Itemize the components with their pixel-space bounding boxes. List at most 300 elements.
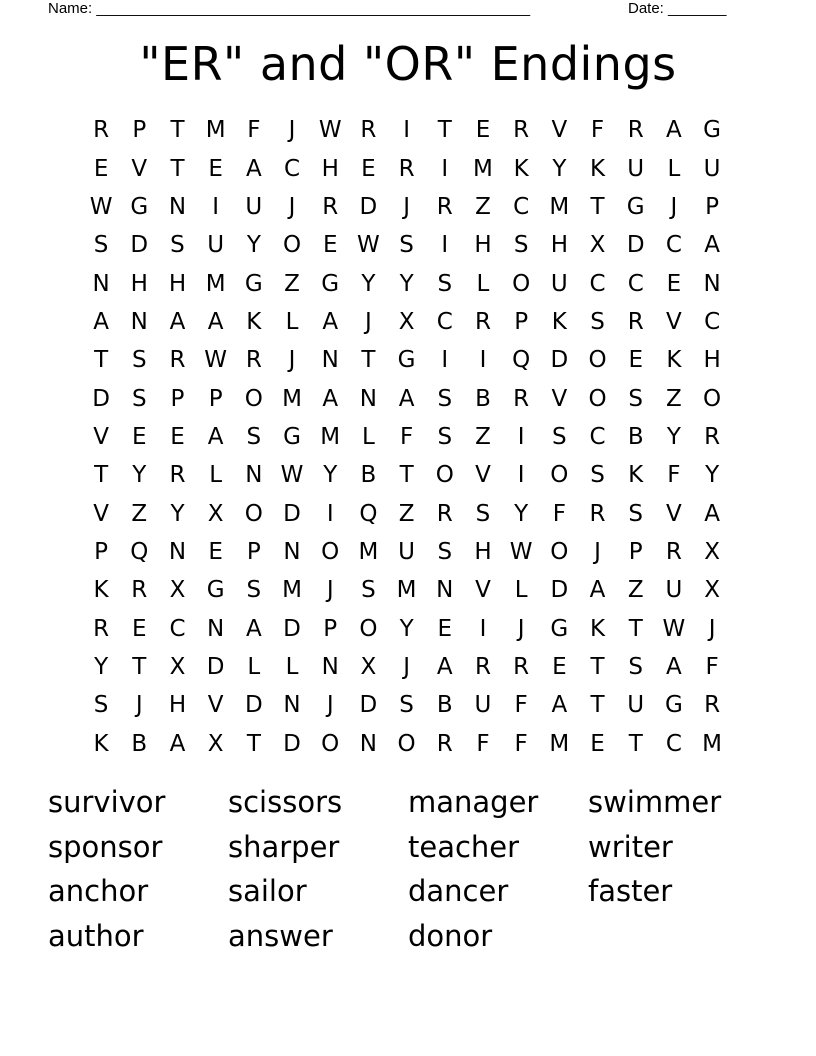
grid-cell: S — [361, 577, 376, 604]
grid-row — [82, 648, 732, 686]
grid-cell: I — [326, 500, 334, 527]
grid-cell: J — [517, 615, 525, 642]
grid-cell: O — [435, 462, 454, 489]
grid-cell: Z — [666, 385, 682, 412]
grid-cell: E — [208, 538, 223, 565]
grid-cell: Y — [705, 462, 720, 489]
grid-cell: H — [168, 692, 187, 719]
grid-cell: R — [436, 500, 453, 527]
grid-cell: N — [321, 653, 339, 680]
grid-cell: H — [703, 347, 721, 374]
grid-cell: J — [670, 193, 678, 220]
grid-cell: Y — [552, 155, 567, 182]
grid-cell: E — [170, 423, 185, 450]
grid-cell: I — [517, 423, 525, 450]
grid-cell: L — [361, 423, 375, 450]
grid-row — [82, 725, 732, 763]
date-field-label: Date: _______ — [628, 0, 727, 17]
grid-cell: T — [628, 615, 643, 642]
grid-cell: S — [628, 653, 644, 680]
grid-cell: N — [321, 347, 339, 374]
grid-cell: J — [326, 692, 334, 719]
grid-cell: B — [436, 692, 453, 719]
grid-cell: Z — [475, 423, 491, 450]
grid-cell: X — [398, 308, 415, 335]
page-title: "ER" and "OR" Endings — [139, 37, 677, 91]
grid-cell: D — [244, 692, 263, 719]
grid-cell: I — [479, 347, 487, 374]
grid-cell: U — [550, 270, 568, 297]
grid-cell: S — [590, 308, 605, 335]
grid-cell: Y — [399, 615, 414, 642]
grid-cell: A — [169, 730, 186, 757]
grid-cell: G — [283, 423, 301, 450]
grid-cell: U — [474, 692, 492, 719]
grid-cell: S — [437, 270, 453, 297]
grid-cell: N — [283, 692, 301, 719]
grid-cell: J — [326, 577, 334, 604]
grid-cell: H — [168, 270, 187, 297]
grid-cell: M — [549, 193, 570, 220]
grid-cell: P — [208, 385, 223, 412]
word-list-item: scissors — [228, 785, 343, 819]
grid-row — [82, 264, 732, 302]
grid-cell: Z — [627, 577, 644, 604]
grid-cell: U — [398, 538, 416, 565]
grid-cell: U — [665, 577, 683, 604]
grid-cell: U — [703, 155, 721, 182]
grid-cell: C — [665, 730, 682, 757]
grid-cell: M — [205, 117, 226, 144]
grid-cell: F — [476, 730, 490, 757]
grid-cell: J — [288, 193, 296, 220]
grid-cell: C — [284, 155, 301, 182]
grid-row — [82, 226, 732, 264]
grid-cell: G — [664, 692, 683, 719]
grid-cell: F — [514, 692, 528, 719]
grid-cell: P — [628, 538, 643, 565]
grid-cell: G — [130, 193, 149, 220]
grid-cell: A — [666, 117, 682, 144]
grid-cell: C — [589, 423, 606, 450]
grid-cell: H — [130, 270, 148, 297]
grid-cell: R — [436, 193, 453, 220]
grid-cell: E — [322, 232, 338, 259]
grid-row — [82, 533, 732, 571]
grid-cell: S — [475, 500, 491, 527]
grid-cell: Y — [514, 500, 529, 527]
grid-cell: S — [399, 692, 414, 719]
grid-cell: K — [551, 308, 567, 335]
grid-cell: F — [514, 730, 528, 757]
grid-cell: K — [589, 615, 606, 642]
word-list-item: sponsor — [48, 829, 163, 864]
grid-cell: S — [93, 692, 109, 719]
grid-cell: J — [594, 538, 601, 565]
grid-cell: K — [246, 308, 262, 335]
grid-cell: S — [590, 462, 605, 489]
grid-cell: P — [246, 538, 261, 565]
grid-cell: D — [206, 653, 225, 680]
grid-cell: R — [93, 615, 110, 642]
grid-cell: E — [132, 423, 147, 450]
grid-cell: N — [130, 308, 148, 335]
grid-cell: R — [704, 692, 721, 719]
grid-cell: O — [703, 385, 722, 412]
grid-cell: K — [666, 347, 682, 374]
grid-cell: A — [551, 692, 568, 719]
grid-cell: S — [437, 423, 453, 450]
grid-cell: N — [283, 538, 301, 565]
grid-cell: E — [208, 155, 223, 182]
grid-cell: C — [665, 232, 682, 259]
grid-cell: L — [247, 653, 261, 680]
grid-cell: A — [436, 653, 453, 680]
grid-cell: V — [666, 308, 682, 335]
grid-cell: Y — [170, 500, 185, 527]
grid-cell: B — [627, 423, 644, 450]
grid-row — [82, 111, 732, 149]
grid-cell: G — [397, 347, 416, 374]
grid-cell: Y — [666, 423, 681, 450]
grid-cell: F — [399, 423, 414, 450]
word-list-item: sailor — [228, 874, 307, 908]
grid-cell: N — [359, 730, 378, 757]
grid-cell: T — [590, 193, 605, 220]
grid-cell: R — [245, 347, 262, 374]
grid-cell: Y — [132, 462, 147, 489]
grid-cell: X — [169, 653, 186, 680]
grid-cell: C — [169, 615, 186, 642]
grid-cell: E — [552, 653, 567, 680]
grid-row — [82, 456, 732, 494]
grid-row — [82, 341, 732, 379]
grid-row — [82, 571, 732, 609]
grid-cell: D — [283, 500, 301, 527]
grid-row — [82, 418, 732, 456]
grid-cell: A — [207, 308, 224, 335]
grid-cell: G — [626, 193, 645, 220]
grid-cell: S — [437, 538, 453, 565]
grid-cell: H — [550, 232, 568, 259]
grid-cell: O — [512, 270, 531, 297]
grid-cell: N — [436, 577, 454, 604]
grid-cell: W — [509, 538, 533, 565]
grid-cell: O — [321, 538, 340, 565]
grid-cell: E — [437, 615, 453, 642]
grid-cell: S — [131, 347, 147, 374]
grid-cell: N — [703, 270, 721, 297]
grid-cell: L — [514, 577, 528, 604]
grid-cell: R — [627, 308, 644, 335]
grid-cell: O — [282, 232, 302, 259]
grid-cell: J — [135, 692, 143, 719]
grid-cell: E — [361, 155, 376, 182]
grid-cell: J — [365, 308, 372, 335]
grid-cell: F — [552, 500, 566, 527]
name-field-label: Name: ____________________________________________________ — [48, 0, 531, 17]
grid-cell: R — [131, 577, 148, 604]
grid-cell: D — [550, 577, 569, 604]
grid-cell: S — [399, 232, 414, 259]
grid-cell: X — [207, 730, 224, 757]
grid-cell: S — [552, 423, 567, 450]
grid-cell: P — [323, 615, 338, 642]
grid-cell: S — [170, 232, 185, 259]
grid-cell: E — [132, 615, 147, 642]
grid-cell: T — [246, 730, 261, 757]
grid-cell: E — [93, 155, 109, 182]
grid-cell: W — [357, 232, 380, 259]
grid-cell: B — [360, 462, 377, 489]
grid-cell: T — [132, 653, 147, 680]
grid-cell: G — [321, 270, 340, 297]
grid-cell: R — [627, 117, 644, 144]
grid-cell: W — [318, 117, 342, 144]
grid-cell: D — [92, 385, 110, 412]
grid-cell: P — [170, 385, 185, 412]
grid-cell: K — [93, 730, 109, 757]
grid-cell: F — [705, 653, 719, 680]
grid-cell: F — [667, 462, 681, 489]
grid-cell: P — [514, 308, 529, 335]
grid-cell: Q — [130, 538, 149, 565]
grid-cell: U — [627, 155, 645, 182]
grid-cell: I — [479, 615, 487, 642]
word-list-item: swimmer — [588, 785, 722, 819]
grid-cell: L — [285, 308, 299, 335]
grid-cell: V — [93, 500, 109, 527]
grid-cell: L — [476, 270, 490, 297]
grid-cell: R — [474, 308, 491, 335]
grid-cell: V — [93, 423, 109, 450]
grid-cell: M — [320, 423, 341, 450]
grid-cell: D — [359, 193, 378, 220]
grid-cell: I — [441, 347, 449, 374]
grid-cell: Z — [131, 500, 148, 527]
grid-cell: O — [359, 615, 378, 642]
grid-cell: O — [550, 462, 569, 489]
grid-cell: C — [589, 270, 606, 297]
word-list-item: faster — [588, 874, 673, 908]
grid-cell: V — [475, 577, 491, 604]
grid-cell: O — [244, 500, 263, 527]
grid-cell: S — [93, 232, 109, 259]
grid-cell: E — [666, 270, 682, 297]
word-list-item: answer — [228, 918, 333, 953]
grid-cell: L — [285, 653, 299, 680]
grid-cell: N — [168, 538, 187, 565]
grid-cell: Z — [284, 270, 300, 297]
grid-cell: G — [206, 577, 225, 604]
grid-cell: M — [473, 155, 493, 182]
grid-cell: W — [204, 347, 228, 374]
grid-cell: F — [590, 117, 605, 144]
grid-cell: J — [288, 117, 296, 144]
grid-cell: O — [321, 730, 340, 757]
grid-cell: X — [169, 577, 186, 604]
grid-cell: J — [288, 347, 296, 374]
grid-cell: T — [170, 117, 185, 144]
grid-cell: R — [513, 385, 530, 412]
grid-cell: O — [550, 538, 569, 565]
grid-cell: A — [322, 308, 339, 335]
grid-cell: V — [551, 117, 568, 144]
grid-cell: D — [130, 232, 149, 259]
grid-cell: M — [549, 730, 570, 757]
grid-cell: P — [705, 193, 720, 220]
grid-row — [82, 494, 732, 532]
grid-cell: C — [704, 308, 721, 335]
grid-row — [82, 149, 732, 187]
grid-cell: D — [283, 730, 301, 757]
grid-cell: T — [590, 692, 605, 719]
grid-cell: S — [246, 577, 262, 604]
grid-row — [82, 686, 732, 724]
grid-cell: F — [247, 117, 261, 144]
grid-cell: U — [207, 232, 225, 259]
grid-cell: X — [704, 538, 720, 565]
grid-cell: V — [551, 385, 568, 412]
grid-cell: W — [89, 193, 113, 220]
grid-row — [82, 188, 732, 226]
grid-cell: V — [666, 500, 682, 527]
grid-cell: G — [244, 270, 263, 297]
word-list-item: writer — [588, 829, 673, 864]
grid-cell: J — [403, 193, 410, 220]
grid-cell: T — [590, 653, 605, 680]
grid-cell: J — [403, 653, 410, 680]
grid-cell: C — [513, 193, 530, 220]
grid-cell: R — [398, 155, 415, 182]
word-list-item: manager — [408, 785, 539, 819]
grid-cell: N — [168, 193, 187, 220]
grid-cell: R — [513, 653, 530, 680]
grid-cell: I — [441, 232, 449, 259]
grid-cell: A — [245, 615, 262, 642]
grid-cell: N — [92, 270, 110, 297]
grid-cell: U — [627, 692, 645, 719]
grid-cell: O — [588, 347, 607, 374]
grid-cell: P — [94, 538, 109, 565]
grid-cell: B — [131, 730, 148, 757]
grid-cell: S — [131, 385, 147, 412]
word-list-item: survivor — [48, 785, 166, 819]
grid-cell: M — [396, 577, 417, 604]
grid-cell: T — [437, 117, 452, 144]
grid-cell: A — [398, 385, 415, 412]
grid-cell: X — [704, 577, 720, 604]
grid-cell: R — [436, 730, 453, 757]
grid-cell: Z — [398, 500, 415, 527]
grid-cell: J — [708, 615, 716, 642]
word-list-item: anchor — [48, 874, 149, 908]
grid-cell: R — [589, 500, 606, 527]
grid-cell: E — [628, 347, 643, 374]
grid-cell: M — [282, 385, 302, 412]
header — [48, 0, 748, 18]
word-list-item: sharper — [228, 829, 340, 864]
grid-cell: A — [666, 653, 682, 680]
grid-cell: V — [131, 155, 148, 182]
grid-row — [82, 303, 732, 341]
grid-cell: P — [132, 117, 147, 144]
word-list-item: teacher — [408, 829, 520, 864]
grid-cell: D — [550, 347, 569, 374]
grid-cell: M — [282, 577, 302, 604]
grid-cell: H — [321, 155, 339, 182]
grid-cell: C — [627, 270, 644, 297]
grid-cell: I — [517, 462, 525, 489]
grid-cell: G — [703, 117, 721, 144]
word-list-item: dancer — [408, 874, 509, 908]
grid-row — [82, 379, 732, 417]
grid-cell: I — [403, 117, 410, 144]
grid-cell: X — [207, 500, 224, 527]
grid-cell: G — [550, 615, 569, 642]
grid-cell: I — [212, 193, 220, 220]
grid-cell: A — [704, 232, 720, 259]
grid-cell: V — [207, 692, 224, 719]
grid-cell: O — [244, 385, 263, 412]
grid-cell: O — [588, 385, 607, 412]
grid-cell: V — [475, 462, 491, 489]
grid-cell: Y — [94, 653, 109, 680]
grid-cell: E — [475, 117, 491, 144]
grid-row — [82, 609, 732, 647]
grid-cell: A — [169, 308, 186, 335]
grid-cell: M — [358, 538, 379, 565]
word-list-item: donor — [408, 918, 493, 953]
grid-cell: K — [513, 155, 529, 182]
grid-cell: W — [662, 615, 686, 642]
grid-cell: S — [628, 385, 644, 412]
grid-cell: T — [628, 730, 643, 757]
grid-cell: R — [360, 117, 377, 144]
letter-grid — [82, 111, 732, 763]
grid-cell: T — [361, 347, 376, 374]
word-list — [48, 780, 768, 958]
grid-cell: L — [209, 462, 223, 489]
grid-cell: K — [589, 155, 606, 182]
grid-cell: H — [474, 232, 492, 259]
grid-cell: A — [589, 577, 606, 604]
grid-cell: T — [170, 155, 185, 182]
grid-cell: D — [359, 692, 378, 719]
grid-cell: K — [628, 462, 644, 489]
grid-cell: R — [704, 423, 721, 450]
grid-cell: N — [207, 615, 225, 642]
grid-cell: R — [93, 117, 110, 144]
grid-cell: A — [322, 385, 339, 412]
grid-cell: Y — [246, 232, 261, 259]
grid-cell: H — [474, 538, 492, 565]
grid-cell: R — [169, 462, 186, 489]
grid-cell: E — [590, 730, 605, 757]
grid-cell: O — [397, 730, 416, 757]
grid-cell: A — [207, 423, 224, 450]
grid-cell: R — [513, 117, 530, 144]
grid-cell: R — [665, 538, 682, 565]
grid-cell: B — [475, 385, 491, 412]
grid-cell: X — [589, 232, 606, 259]
grid-cell: Y — [399, 270, 414, 297]
grid-cell: N — [359, 385, 378, 412]
grid-cell: S — [246, 423, 262, 450]
grid-cell: T — [94, 347, 109, 374]
grid-cell: U — [245, 193, 263, 220]
word-list-item: author — [48, 918, 144, 953]
